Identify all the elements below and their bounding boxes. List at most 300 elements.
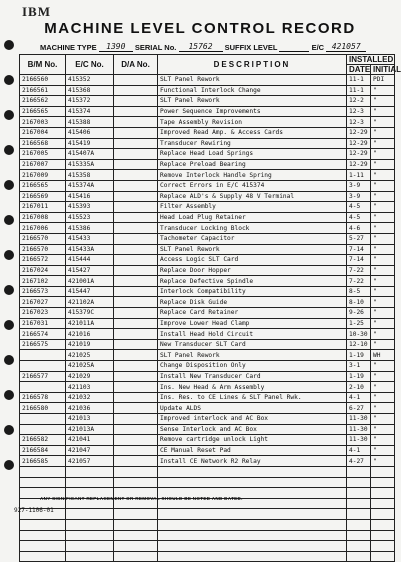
description-cell: Transducer Locking Block	[158, 223, 347, 234]
date-cell: 11-30	[347, 414, 371, 425]
bm-cell: 2166561	[20, 85, 66, 96]
description-cell: Replace ALD's & Supply 48 V Terminal	[158, 191, 347, 202]
da-cell	[114, 191, 158, 202]
empty-row	[20, 530, 395, 541]
da-cell	[114, 350, 158, 361]
ec-cell: 421032	[66, 392, 114, 403]
initial-cell: "	[371, 117, 395, 128]
ec-header: E/C No.	[66, 55, 114, 75]
da-cell	[114, 308, 158, 319]
description-cell: Ins. Res. to CE Lines & SLT Panel Rwk.	[158, 392, 347, 403]
initial-cell: "	[371, 371, 395, 382]
date-cell: 1-25	[347, 318, 371, 329]
date-cell: 4-1	[347, 445, 371, 456]
da-cell	[114, 445, 158, 456]
initial-cell: "	[371, 414, 395, 425]
ec-cell: 415368	[66, 85, 114, 96]
bm-cell: 2167102	[20, 276, 66, 287]
description-cell: SLT Panel Rework	[158, 244, 347, 255]
ec-cell: 415523	[66, 212, 114, 223]
initial-cell: "	[371, 445, 395, 456]
bm-cell: 2167009	[20, 170, 66, 181]
da-cell	[114, 551, 158, 562]
da-cell	[114, 318, 158, 329]
table-row	[20, 456, 395, 467]
table-row	[20, 106, 395, 117]
ec-cell: 415374A	[66, 180, 114, 191]
da-cell	[114, 509, 158, 520]
description-cell: Remove cartridge unlock Light	[158, 435, 347, 446]
initial-cell: "	[371, 180, 395, 191]
table-row	[20, 255, 395, 266]
table-row	[20, 265, 395, 276]
bm-cell: 2166575	[20, 339, 66, 350]
description-header: DESCRIPTION	[158, 55, 347, 75]
description-cell: Improve Lower Head Clamp	[158, 318, 347, 329]
bm-cell: 2167005	[20, 149, 66, 160]
da-header: D/A No.	[114, 55, 158, 75]
da-cell	[114, 212, 158, 223]
ec-cell: 421019	[66, 339, 114, 350]
da-cell	[114, 265, 158, 276]
description-cell: Tape Assembly Revision	[158, 117, 347, 128]
date-cell: 4-27	[347, 456, 371, 467]
date-cell: 12-3	[347, 117, 371, 128]
da-cell	[114, 117, 158, 128]
page-title: MACHINE LEVEL CONTROL RECORD	[44, 20, 356, 37]
initial-header: INITIAL	[371, 65, 395, 75]
bm-header: B/M No.	[20, 55, 66, 75]
date-cell	[347, 519, 371, 530]
description-cell	[158, 530, 347, 541]
bm-cell: 2166565	[20, 106, 66, 117]
date-cell	[347, 541, 371, 552]
table-row	[20, 297, 395, 308]
empty-row	[20, 466, 395, 477]
da-cell	[114, 339, 158, 350]
initial-cell	[371, 488, 395, 499]
empty-row	[20, 477, 395, 488]
bm-cell: 2167003	[20, 117, 66, 128]
date-cell: 11-30	[347, 424, 371, 435]
ec-cell: 415374	[66, 106, 114, 117]
da-cell	[114, 127, 158, 138]
ec-cell: 421029	[66, 371, 114, 382]
da-cell	[114, 361, 158, 372]
initial-cell: "	[371, 255, 395, 266]
initial-cell: "	[371, 127, 395, 138]
ec-cell: 415433	[66, 233, 114, 244]
ec-cell: 421047	[66, 445, 114, 456]
da-cell	[114, 382, 158, 393]
ec-cell: 415386	[66, 223, 114, 234]
date-cell: 4-6	[347, 223, 371, 234]
bm-cell: 2166585	[20, 456, 66, 467]
bm-cell: 2166573	[20, 286, 66, 297]
da-cell	[114, 329, 158, 340]
table-row	[20, 202, 395, 213]
da-cell	[114, 456, 158, 467]
table-row	[20, 223, 395, 234]
description-cell	[158, 541, 347, 552]
initial-cell: "	[371, 361, 395, 372]
date-cell	[347, 530, 371, 541]
da-cell	[114, 233, 158, 244]
table-row	[20, 191, 395, 202]
initial-cell: "	[371, 456, 395, 467]
da-cell	[114, 466, 158, 477]
bm-cell: 2166574	[20, 329, 66, 340]
initial-cell	[371, 541, 395, 552]
table-row	[20, 212, 395, 223]
da-cell	[114, 424, 158, 435]
date-cell: 10-30	[347, 329, 371, 340]
punch-hole	[4, 250, 14, 260]
da-cell	[114, 392, 158, 403]
bm-cell	[20, 530, 66, 541]
ec-cell: 421041	[66, 435, 114, 446]
ec-cell: 415372	[66, 96, 114, 107]
bm-cell: 2166570	[20, 233, 66, 244]
da-cell	[114, 255, 158, 266]
description-cell: Improved Read Amp. & Access Cards	[158, 127, 347, 138]
da-cell	[114, 414, 158, 425]
description-cell: Replace Card Retainer	[158, 308, 347, 319]
initial-cell: "	[371, 424, 395, 435]
da-cell	[114, 96, 158, 107]
ec-cell	[66, 466, 114, 477]
description-cell: Update ALDS	[158, 403, 347, 414]
table-row	[20, 329, 395, 340]
date-cell: 6-27	[347, 403, 371, 414]
date-cell: 12-29	[347, 127, 371, 138]
empty-row	[20, 541, 395, 552]
da-cell	[114, 85, 158, 96]
description-cell: Ins. New Head & Arm Assembly	[158, 382, 347, 393]
initial-cell: "	[371, 191, 395, 202]
initial-cell: "	[371, 202, 395, 213]
ec-cell: 421001A	[66, 276, 114, 287]
da-cell	[114, 180, 158, 191]
empty-row	[20, 519, 395, 530]
machine-type-label: MACHINE TYPE	[40, 43, 97, 52]
da-cell	[114, 286, 158, 297]
initial-cell: "	[371, 297, 395, 308]
table-row	[20, 339, 395, 350]
bm-cell: 2166584	[20, 445, 66, 456]
ec-cell	[66, 541, 114, 552]
form-number: 927-1106-01	[14, 507, 54, 514]
date-cell: 12-2	[347, 96, 371, 107]
description-cell: Sense Interlock and AC Box	[158, 424, 347, 435]
table-row	[20, 85, 395, 96]
ec-cell: 421025A	[66, 361, 114, 372]
date-cell	[347, 498, 371, 509]
da-cell	[114, 403, 158, 414]
footer-note: ANY SIGNIFICANT REPLACEMENT OR REMOVAL SHOULD BE NOTED AND DATED.	[40, 496, 243, 501]
initial-cell: "	[371, 265, 395, 276]
bm-cell	[20, 551, 66, 562]
table-row	[20, 96, 395, 107]
description-cell: Remove Interlock Handle Spring	[158, 170, 347, 181]
date-cell: 5-27	[347, 233, 371, 244]
date-cell: 11-30	[347, 435, 371, 446]
da-cell	[114, 244, 158, 255]
ec-cell: 415335A	[66, 159, 114, 170]
initial-cell: "	[371, 85, 395, 96]
bm-cell: 2166565	[20, 180, 66, 191]
bm-cell	[20, 382, 66, 393]
punch-hole	[4, 40, 14, 50]
date-cell	[347, 477, 371, 488]
ec-cell: 421057	[66, 456, 114, 467]
bm-cell: 2166578	[20, 392, 66, 403]
ec-cell	[66, 477, 114, 488]
initial-cell: "	[371, 223, 395, 234]
ec-field	[326, 42, 366, 52]
punch-hole	[4, 215, 14, 225]
table-row	[20, 276, 395, 287]
ec-cell: 415444	[66, 255, 114, 266]
bm-cell	[20, 350, 66, 361]
table-row	[20, 180, 395, 191]
table-row	[20, 170, 395, 181]
bm-cell: 2166577	[20, 371, 66, 382]
date-cell: 12-29	[347, 159, 371, 170]
ec-cell: 421103	[66, 382, 114, 393]
table-row	[20, 127, 395, 138]
bm-cell: 2166569	[20, 191, 66, 202]
initial-cell: "	[371, 339, 395, 350]
initial-cell: "	[371, 106, 395, 117]
description-cell: Replace Door Hopper	[158, 265, 347, 276]
punch-hole	[4, 355, 14, 365]
date-cell: 1-19	[347, 350, 371, 361]
initial-cell: "	[371, 286, 395, 297]
initial-cell: "	[371, 392, 395, 403]
initial-cell	[371, 530, 395, 541]
initial-cell: "	[371, 382, 395, 393]
description-cell: Change Disposition Only	[158, 361, 347, 372]
description-cell	[158, 477, 347, 488]
description-cell	[158, 466, 347, 477]
date-cell: 12-3	[347, 106, 371, 117]
ec-cell: 415427	[66, 265, 114, 276]
ec-cell	[66, 530, 114, 541]
ec-cell: 415447	[66, 286, 114, 297]
da-cell	[114, 138, 158, 149]
da-cell	[114, 477, 158, 488]
da-cell	[114, 75, 158, 86]
description-cell: SLT Panel Rework	[158, 350, 347, 361]
description-cell: Improved interlock and AC Box	[158, 414, 347, 425]
description-cell: Replace Head Load Springs	[158, 149, 347, 160]
table-row	[20, 414, 395, 425]
description-cell: Install Head Hold Circuit	[158, 329, 347, 340]
description-cell: CE Manual Reset Pad	[158, 445, 347, 456]
punch-hole	[4, 145, 14, 155]
bm-cell: 2167011	[20, 202, 66, 213]
ec-cell: 421011A	[66, 318, 114, 329]
description-cell: Interlock Compatibility	[158, 286, 347, 297]
punch-holes	[4, 0, 16, 518]
date-cell: 7-22	[347, 265, 371, 276]
ec-cell	[66, 519, 114, 530]
suffix-label: SUFFIX LEVEL	[224, 43, 278, 52]
bm-cell	[20, 424, 66, 435]
initial-cell	[371, 509, 395, 520]
date-cell: 2-10	[347, 382, 371, 393]
date-cell: 8-10	[347, 297, 371, 308]
bm-cell	[20, 519, 66, 530]
ec-cell: 421102A	[66, 297, 114, 308]
initial-cell	[371, 466, 395, 477]
bm-cell	[20, 466, 66, 477]
da-cell	[114, 371, 158, 382]
description-cell: Filter Assembly	[158, 202, 347, 213]
bm-cell: 2166568	[20, 138, 66, 149]
punch-hole	[4, 180, 14, 190]
ec-cell: 421013	[66, 414, 114, 425]
record-rows	[20, 75, 395, 562]
date-cell: 4-5	[347, 212, 371, 223]
machine-type-field	[99, 42, 133, 52]
da-cell	[114, 223, 158, 234]
table-row	[20, 371, 395, 382]
date-cell	[347, 488, 371, 499]
ec-cell: 415407A	[66, 149, 114, 160]
ec-cell: 415393	[66, 202, 114, 213]
initial-cell: "	[371, 96, 395, 107]
initial-cell: "	[371, 318, 395, 329]
date-cell: 4-5	[347, 202, 371, 213]
description-cell: Replace Defective Spindle	[158, 276, 347, 287]
date-cell: 4-1	[347, 392, 371, 403]
bm-cell: 2166572	[20, 255, 66, 266]
bm-cell: 2166562	[20, 96, 66, 107]
ec-cell: 415358	[66, 170, 114, 181]
description-cell: Correct Errors in E/C 415374	[158, 180, 347, 191]
company-logo: IBM	[22, 4, 51, 19]
date-cell: 7-14	[347, 255, 371, 266]
bm-cell: 2167031	[20, 318, 66, 329]
description-cell: Transducer Rewiring	[158, 138, 347, 149]
da-cell	[114, 530, 158, 541]
control-record-table	[19, 54, 401, 562]
da-cell	[114, 149, 158, 160]
da-cell	[114, 106, 158, 117]
machine-info-line	[40, 42, 366, 52]
initial-cell: WH	[371, 350, 395, 361]
date-cell: 11-1	[347, 75, 371, 86]
ec-cell: 415379C	[66, 308, 114, 319]
empty-row	[20, 509, 395, 520]
table-row	[20, 392, 395, 403]
punch-hole	[4, 460, 14, 470]
description-cell: New Transducer SLT Card	[158, 339, 347, 350]
initial-cell: "	[371, 244, 395, 255]
initial-cell	[371, 477, 395, 488]
serial-field	[179, 42, 223, 52]
da-cell	[114, 435, 158, 446]
initial-cell: "	[371, 329, 395, 340]
empty-row	[20, 551, 395, 562]
table-row	[20, 318, 395, 329]
initial-cell	[371, 551, 395, 562]
punch-hole	[4, 285, 14, 295]
date-cell: 8-5	[347, 286, 371, 297]
serial-value: 15762	[188, 42, 213, 51]
table-row	[20, 286, 395, 297]
bm-cell: 2167024	[20, 265, 66, 276]
ec-cell: 415406	[66, 127, 114, 138]
table-row	[20, 138, 395, 149]
date-cell: 3-1	[347, 361, 371, 372]
ec-cell: 421013A	[66, 424, 114, 435]
description-cell: Functional Interlock Change	[158, 85, 347, 96]
da-cell	[114, 276, 158, 287]
ec-cell: 415433A	[66, 244, 114, 255]
da-cell	[114, 519, 158, 530]
machine-type-value: 1390	[106, 42, 126, 51]
table-row	[20, 361, 395, 372]
table-row	[20, 435, 395, 446]
da-cell	[114, 297, 158, 308]
date-cell: 12-29	[347, 138, 371, 149]
initial-cell: PDI	[371, 75, 395, 86]
date-cell	[347, 551, 371, 562]
date-cell: 9-26	[347, 308, 371, 319]
bm-cell: 2167006	[20, 223, 66, 234]
ec-cell: 421025	[66, 350, 114, 361]
description-cell: Access Logic SLT Card	[158, 255, 347, 266]
bm-cell	[20, 414, 66, 425]
description-cell: Install CE Network R2 Relay	[158, 456, 347, 467]
date-cell: 1-11	[347, 170, 371, 181]
punch-hole	[4, 390, 14, 400]
date-cell: 11-1	[347, 85, 371, 96]
initial-cell: "	[371, 308, 395, 319]
bm-cell	[20, 541, 66, 552]
description-cell: SLT Panel Rework	[158, 96, 347, 107]
description-cell: Install New Transducer Card	[158, 371, 347, 382]
initial-cell: "	[371, 403, 395, 414]
bm-cell: 2167023	[20, 308, 66, 319]
table-row	[20, 75, 395, 86]
bm-cell: 2166570	[20, 244, 66, 255]
date-cell: 12-10	[347, 339, 371, 350]
table-row	[20, 149, 395, 160]
description-cell: SLT Panel Rework	[158, 75, 347, 86]
table-row	[20, 445, 395, 456]
ec-cell: 421036	[66, 403, 114, 414]
punch-hole	[4, 110, 14, 120]
table-row	[20, 233, 395, 244]
initial-cell: "	[371, 276, 395, 287]
table-row	[20, 350, 395, 361]
bm-cell	[20, 477, 66, 488]
ec-cell	[66, 509, 114, 520]
installed-header: INSTALLED	[347, 55, 395, 65]
suffix-field	[279, 51, 309, 52]
table-row	[20, 117, 395, 128]
initial-cell: "	[371, 159, 395, 170]
date-cell: 1-19	[347, 371, 371, 382]
bm-cell: 2167008	[20, 212, 66, 223]
date-cell	[347, 466, 371, 477]
bm-cell: 2167027	[20, 297, 66, 308]
initial-cell	[371, 519, 395, 530]
